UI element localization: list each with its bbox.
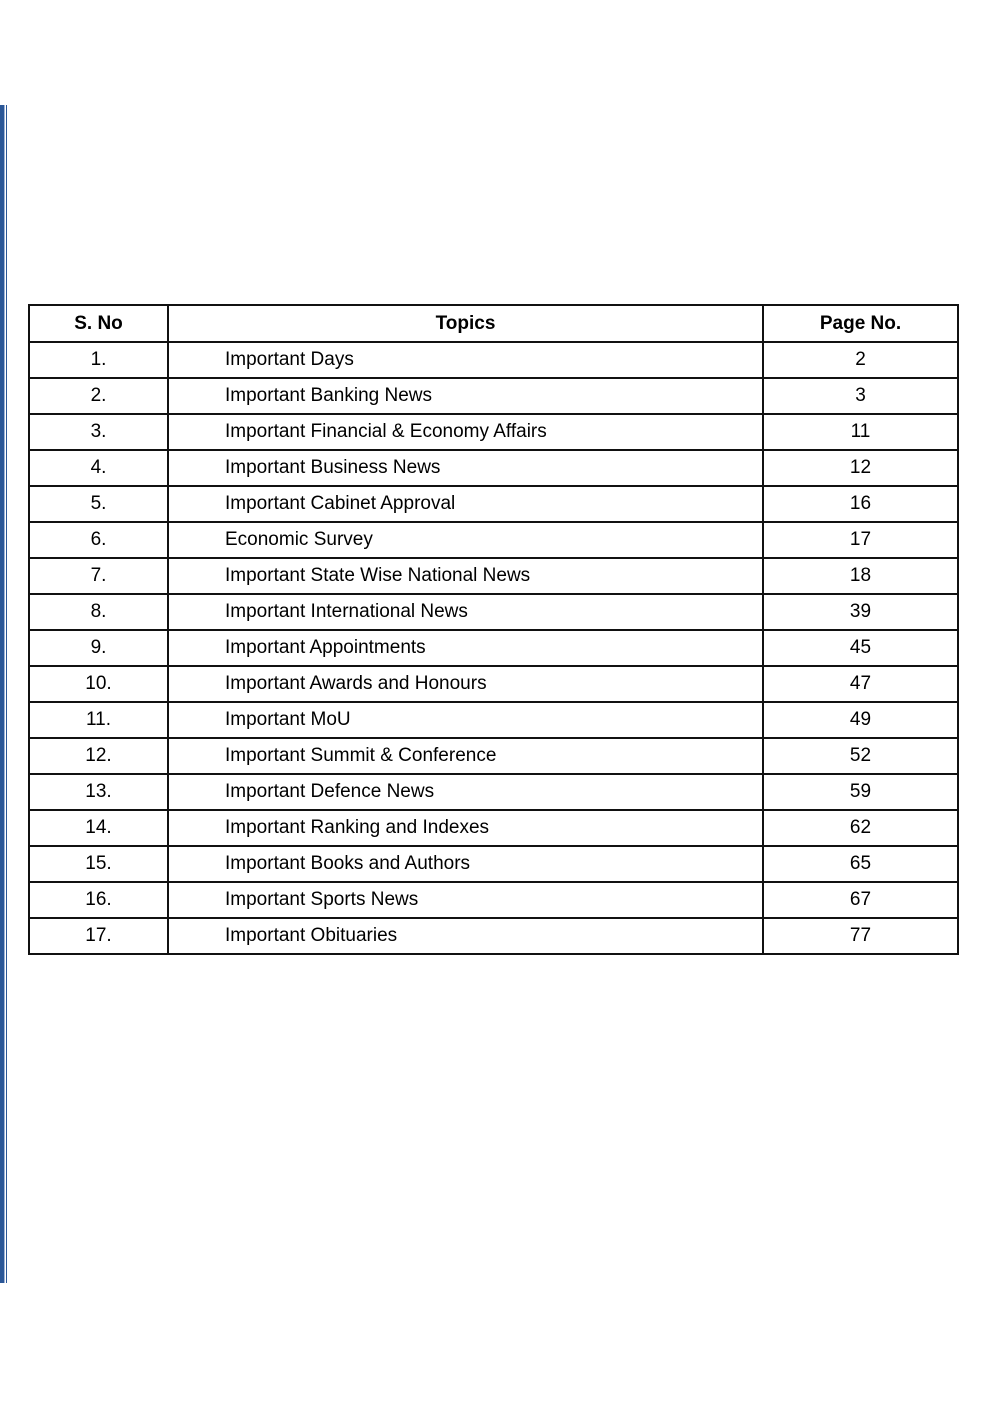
row-topic: Important Awards and Honours (168, 666, 763, 702)
row-sno: 7. (29, 558, 168, 594)
row-sno: 16. (29, 882, 168, 918)
row-page-no: 3 (763, 378, 958, 414)
row-page-no: 65 (763, 846, 958, 882)
table-row (29, 378, 958, 414)
row-page-no: 52 (763, 738, 958, 774)
table-row (29, 918, 958, 954)
row-page-no: 11 (763, 414, 958, 450)
table-row (29, 342, 958, 378)
row-topic: Economic Survey (168, 522, 763, 558)
row-topic: Important Business News (168, 450, 763, 486)
table-row (29, 450, 958, 486)
row-sno: 6. (29, 522, 168, 558)
row-page-no: 67 (763, 882, 958, 918)
row-sno: 5. (29, 486, 168, 522)
table-row (29, 702, 958, 738)
row-topic: Important Cabinet Approval (168, 486, 763, 522)
row-sno: 14. (29, 810, 168, 846)
table-row (29, 666, 958, 702)
row-topic: Important Ranking and Indexes (168, 810, 763, 846)
table-row (29, 522, 958, 558)
row-topic: Important International News (168, 594, 763, 630)
table-row (29, 774, 958, 810)
row-topic: Important State Wise National News (168, 558, 763, 594)
row-sno: 8. (29, 594, 168, 630)
row-topic: Important Sports News (168, 882, 763, 918)
row-page-no: 17 (763, 522, 958, 558)
row-sno: 4. (29, 450, 168, 486)
row-topic: Important Days (168, 342, 763, 378)
table-row (29, 486, 958, 522)
row-page-no: 18 (763, 558, 958, 594)
table-row (29, 414, 958, 450)
header-sno: S. No (29, 305, 168, 342)
row-topic: Important Defence News (168, 774, 763, 810)
row-page-no: 45 (763, 630, 958, 666)
row-sno: 9. (29, 630, 168, 666)
row-sno: 11. (29, 702, 168, 738)
row-page-no: 77 (763, 918, 958, 954)
row-sno: 15. (29, 846, 168, 882)
table-row (29, 738, 958, 774)
row-page-no: 12 (763, 450, 958, 486)
table-row (29, 630, 958, 666)
row-page-no: 16 (763, 486, 958, 522)
row-page-no: 49 (763, 702, 958, 738)
row-page-no: 2 (763, 342, 958, 378)
row-page-no: 39 (763, 594, 958, 630)
row-sno: 10. (29, 666, 168, 702)
row-sno: 3. (29, 414, 168, 450)
table-row (29, 558, 958, 594)
row-topic: Important Financial & Economy Affairs (168, 414, 763, 450)
row-topic: Important Appointments (168, 630, 763, 666)
header-topics: Topics (168, 305, 763, 342)
row-topic: Important Banking News (168, 378, 763, 414)
row-page-no: 59 (763, 774, 958, 810)
table-row (29, 882, 958, 918)
table-header-row (29, 305, 958, 342)
table-row (29, 810, 958, 846)
page-border-left (0, 105, 5, 1283)
row-topic: Important MoU (168, 702, 763, 738)
header-page-no: Page No. (763, 305, 958, 342)
row-sno: 17. (29, 918, 168, 954)
row-topic: Important Books and Authors (168, 846, 763, 882)
table-row (29, 594, 958, 630)
row-page-no: 47 (763, 666, 958, 702)
table-of-contents (28, 304, 959, 955)
row-sno: 13. (29, 774, 168, 810)
page-border-left-inner (6, 105, 7, 1283)
row-topic: Important Summit & Conference (168, 738, 763, 774)
row-topic: Important Obituaries (168, 918, 763, 954)
row-page-no: 62 (763, 810, 958, 846)
row-sno: 12. (29, 738, 168, 774)
table-row (29, 846, 958, 882)
row-sno: 2. (29, 378, 168, 414)
row-sno: 1. (29, 342, 168, 378)
